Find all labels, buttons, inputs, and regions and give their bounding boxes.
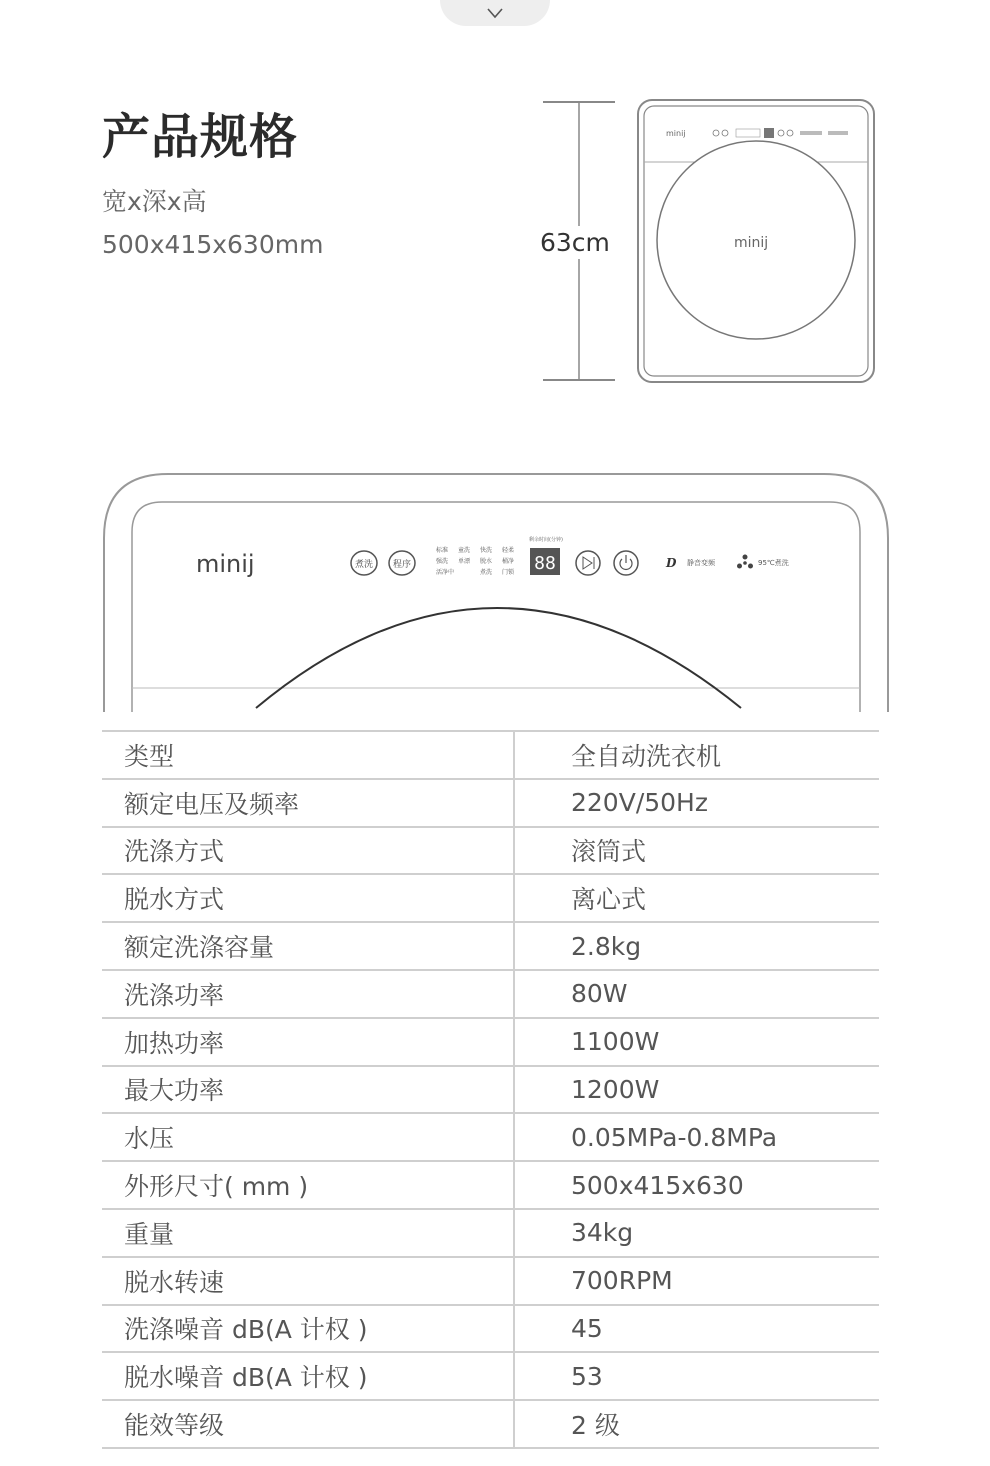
spec-key: 洗涤功率 [102,970,514,1018]
display-caption: 剩余时间(分钟) [529,537,563,543]
svg-text:煮洗: 煮洗 [480,569,493,576]
spec-row [102,1305,879,1353]
spec-value: 滚筒式 [571,837,647,867]
spec-key: 脱水噪音 dB(A 计权 ) [102,1352,514,1400]
play-pause-icon [576,551,600,575]
spec-table [102,730,879,1449]
svg-text:单漂: 单漂 [458,558,471,565]
inverter-logo-icon: D [666,556,677,570]
spec-value: 1200W [571,1074,660,1104]
spec-key: 脱水方式 [102,874,514,922]
spec-row [102,827,879,875]
svg-text:童洗: 童洗 [458,547,471,554]
svg-text:轻柔: 轻柔 [502,547,515,554]
spec-key: 最大功率 [102,1066,514,1114]
spec-value: 0.05MPa-0.8MPa [571,1122,778,1152]
washer-front-view [636,98,876,384]
spec-key: 脱水转速 [102,1257,514,1305]
spec-row [102,1113,879,1161]
spec-row [102,1066,879,1114]
spec-value: 53 [571,1361,603,1391]
spec-key: 洗涤噪音 dB(A 计权 ) [102,1305,514,1353]
spec-key: 水压 [102,1113,514,1161]
svg-text:程序: 程序 [392,560,412,570]
spec-value: 220V/50Hz [571,788,708,818]
spec-value: 离心式 [571,885,647,915]
spec-row [102,779,879,827]
spec-row [102,922,879,970]
spec-value: 500x415x630 [571,1170,744,1200]
spec-key: 额定洗涤容量 [102,922,514,970]
power-icon [614,551,638,575]
spec-row [102,1352,879,1400]
spec-row [102,874,879,922]
boil-feature-label: 95℃煮洗 [758,559,789,567]
spec-value: 80W [571,979,628,1009]
spec-row [102,1209,879,1257]
spec-value: 2.8kg [571,931,642,961]
spec-row [102,1018,879,1066]
svg-text:活净中: 活净中 [436,569,455,576]
spec-key: 加热功率 [102,1018,514,1066]
panel-brand-logo: minij [196,550,255,578]
height-label: 63cm [540,228,610,257]
spec-key: 洗涤方式 [102,827,514,875]
door-brand-text: minij [734,235,769,251]
svg-text:门锁: 门锁 [502,569,515,576]
display-digits: 88 [534,553,556,574]
program-button [389,551,415,575]
dimension-label: 宽x深x高 [102,187,207,216]
collapse-tab[interactable] [440,0,550,26]
spec-value: 2 级 [571,1411,620,1441]
svg-text:快洗: 快洗 [480,547,493,554]
spec-value: 全自动洗衣机 [571,741,722,771]
spec-value: 1100W [571,1027,660,1057]
svg-text:煮洗: 煮洗 [354,560,374,570]
spec-table-body [102,731,879,1448]
spec-row [102,970,879,1018]
svg-text:桶净: 桶净 [502,558,515,565]
spec-value: 34kg [571,1218,634,1248]
front-brand-text: minij [666,129,686,138]
spec-value: 45 [571,1313,603,1343]
spec-key: 外形尺寸( mm ) [102,1161,514,1209]
fan-icon [737,555,753,569]
spec-key: 能效等级 [102,1400,514,1448]
spec-row [102,731,879,779]
spec-key: 重量 [102,1209,514,1257]
inverter-label: 静音变频 [687,559,715,567]
page-title: 产品规格 [102,109,299,165]
spec-row [102,1257,879,1305]
program-labels [436,546,515,576]
spec-key: 额定电压及频率 [102,779,514,827]
spec-row [102,1161,879,1209]
spec-row [102,1400,879,1448]
spec-value: 700RPM [571,1266,673,1296]
svg-text:标准: 标准 [436,547,449,554]
svg-text:脱水: 脱水 [480,558,493,565]
boil-wash-button [351,551,377,575]
dimension-value: 500x415x630mm [102,230,324,259]
chevron-down-icon [485,6,505,20]
washer-control-panel-drawing [96,468,896,712]
svg-text:强洗: 强洗 [436,558,449,565]
spec-key: 类型 [102,731,514,779]
